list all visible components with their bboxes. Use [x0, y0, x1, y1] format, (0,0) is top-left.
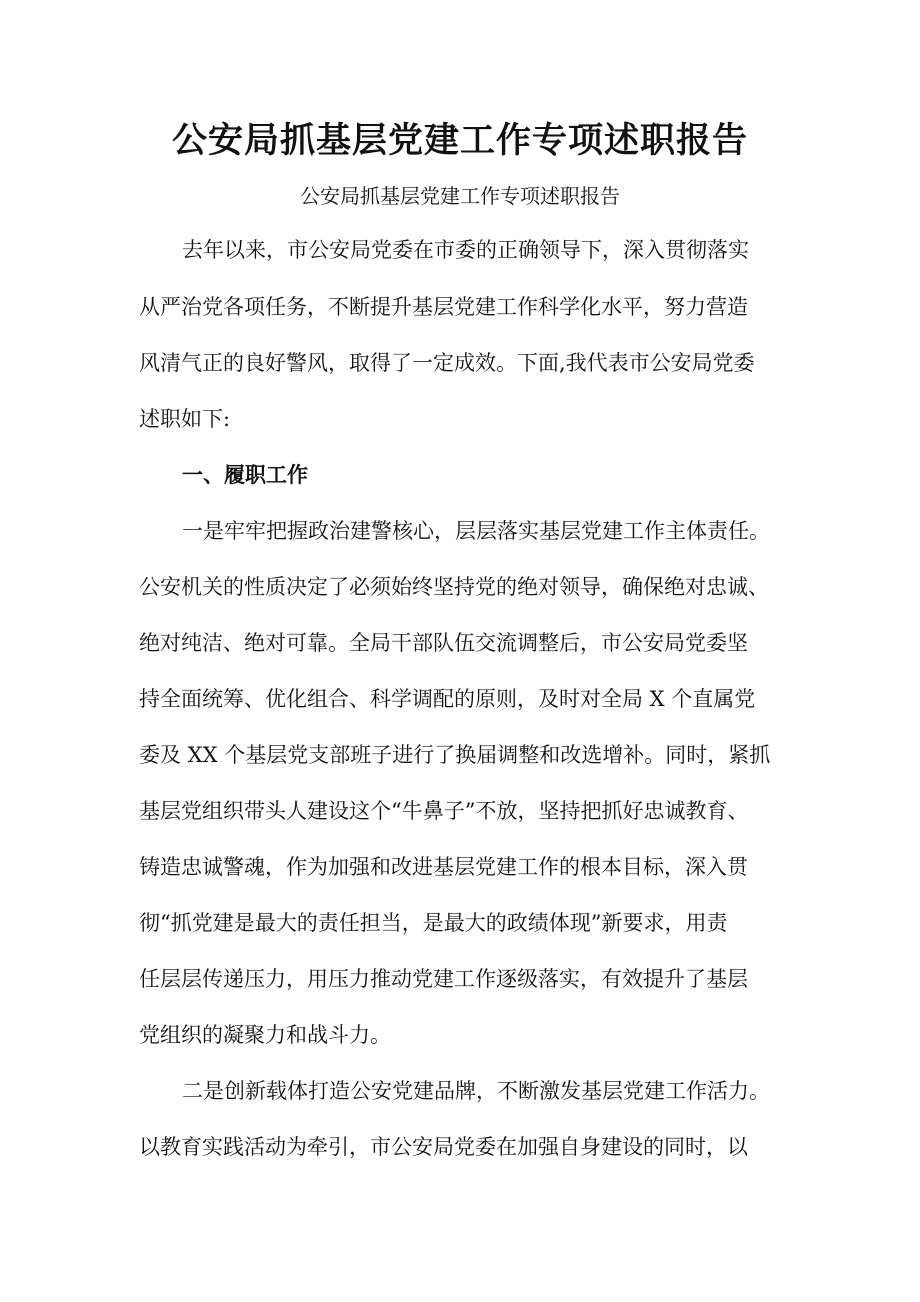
paragraph-line: 二是创新载体打造公安党建品牌，不断激发基层党建工作活力。	[182, 1079, 770, 1103]
intro-line: 述职如下:	[139, 407, 231, 431]
paragraph-line: 彻“抓党建是最大的责任担当，是最大的政绩体现”新要求，用责	[139, 911, 728, 935]
paragraph-line: 任层层传递压力，用压力推动党建工作逐级落实，有效提升了基层	[139, 967, 748, 991]
paragraph-line: 绝对纯洁、绝对可靠。全局干部队伍交流调整后，市公安局党委坚	[139, 631, 748, 655]
intro-line: 从严治党各项任务，不断提升基层党建工作科学化水平，努力营造	[139, 295, 748, 319]
paragraph-line: 委及 XX 个基层党支部班子进行了换届调整和改选增补。同时，紧抓	[139, 743, 771, 767]
paragraph-line: 一是牢牢把握政治建警核心，层层落实基层党建工作主体责任。	[182, 519, 770, 543]
document-subtitle: 公安局抓基层党建工作专项述职报告	[300, 184, 620, 208]
section-heading: 一、履职工作	[182, 463, 308, 487]
paragraph-line: 党组织的凝聚力和战斗力。	[139, 1023, 391, 1047]
intro-line: 风清气正的良好警风，取得了一定成效。下面,我代表市公安局党委	[139, 351, 755, 375]
intro-line: 去年以来，市公安局党委在市委的正确领导下，深入贯彻落实	[182, 238, 749, 262]
paragraph-line: 以教育实践活动为牵引，市公安局党委在加强自身建设的同时，以	[139, 1135, 748, 1159]
document-title: 公安局抓基层党建工作专项述职报告	[171, 121, 748, 161]
paragraph-line: 基层党组织带头人建设这个“牛鼻子”不放，坚持把抓好忠诚教育、	[139, 799, 749, 823]
paragraph-line: 持全面统筹、优化组合、科学调配的原则，及时对全局 X 个直属党	[139, 687, 756, 711]
paragraph-line: 公安机关的性质决定了必须始终坚持党的绝对领导，确保绝对忠诚、	[139, 575, 769, 599]
paragraph-line: 铸造忠诚警魂，作为加强和改进基层党建工作的根本目标，深入贯	[139, 855, 748, 879]
